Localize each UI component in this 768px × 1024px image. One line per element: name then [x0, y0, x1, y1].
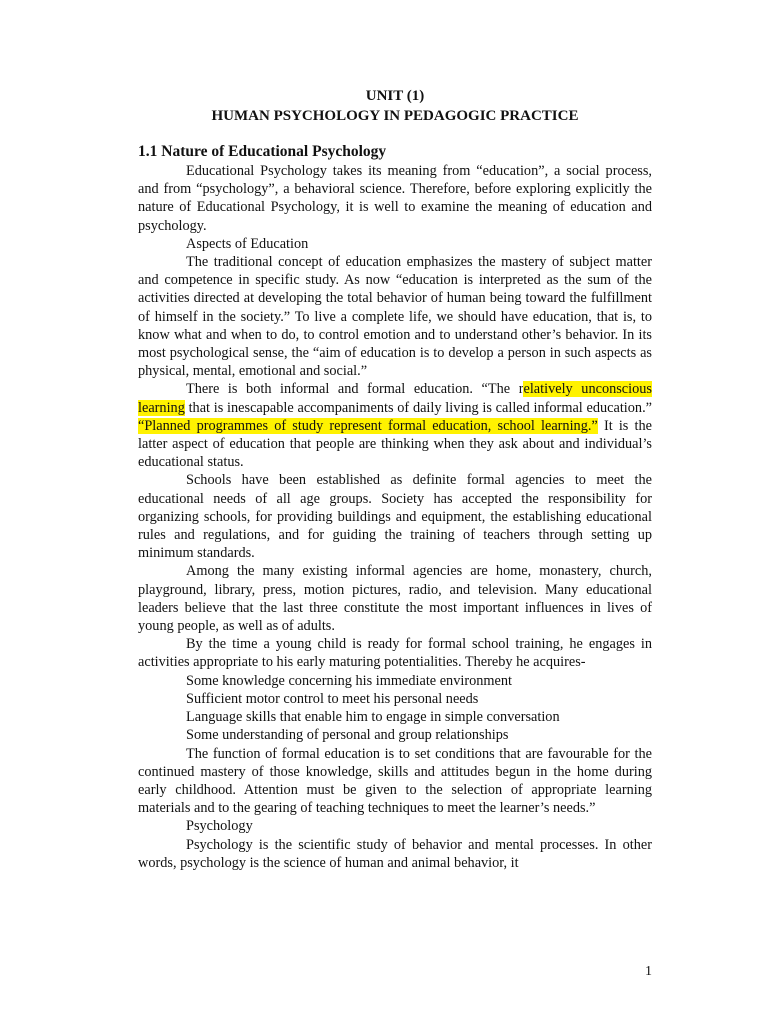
- list-item: Some understanding of personal and group relationships: [186, 727, 509, 744]
- aspects-of-education-heading: Aspects of Education: [186, 235, 309, 252]
- paragraph-informal-formal: [138, 380, 652, 471]
- paragraph-formal-function: The function of formal education is to set conditions that are favourable for the continued mastery of those knowledge, skills and attitudes begun in the home during early childhood. Attention must be given to the selection of appropriate learning materials and to the gearing of teaching techniques to meet the learner’s needs.”: [138, 745, 652, 817]
- psychology-heading: Psychology: [186, 818, 253, 835]
- paragraph-young-child: By the time a young child is ready for formal school training, he engages in activities appropriate to his early maturing potentialities. Thereby he acquires-: [138, 636, 652, 671]
- paragraph-intro: Educational Psychology takes its meaning from “education”, a social process, and from “psychology”, a behavioral science. Therefore, before exploring explicitly the nature of Educational Psychology, it is well to examine the meaning of education and psychology.: [138, 163, 652, 234]
- paragraph-psychology: Psychology is the scientific study of behavior and mental processes. In other words, psychology is the science of human and animal behavior, it: [138, 836, 652, 871]
- page-number: 1: [645, 964, 652, 979]
- page-content: [138, 86, 652, 872]
- list-item: Language skills that enable him to engage in simple conversation: [186, 709, 560, 726]
- list-item: Sufficient motor control to meet his personal needs: [186, 690, 479, 707]
- unit-label: UNIT (1): [365, 88, 425, 104]
- highlight-unconscious-learning: elatively unconscious learning: [138, 381, 652, 416]
- paragraph-informal-agencies: Among the many existing informal agencies are home, monastery, church, playground, library, press, motion pictures, radio, and television. Many educational leaders believe that the last three constitute the most important influences in lives of young people, as well as of adults.: [138, 563, 652, 635]
- paragraph-schools: Schools have been established as definite formal agencies to meet the educational needs of all age groups. Society has accepted the responsibility for organizing schools, for providing buildings and equipment, the establishing educational rules and regulations, and for guiding the training of teachers through setting up minimum standards.: [138, 472, 652, 562]
- text-run: There is both informal and formal education. “The r: [186, 381, 524, 398]
- document-title: HUMAN PSYCHOLOGY IN PEDAGOGIC PRACTICE: [211, 108, 579, 124]
- highlight-planned-programmes: “Planned programmes of study represent formal education, school learning.”: [138, 417, 598, 434]
- text-run: that is inescapable accompaniments of daily living is called informal education.”: [184, 399, 652, 416]
- list-item: Some knowledge concerning his immediate environment: [186, 672, 512, 689]
- paragraph-traditional-concept: The traditional concept of education emphasizes the mastery of subject matter and competence in specific study. As now “education is interpreted as the sum of the activities directed at developing the total behavior of human being toward the fulfillment of himself in the society.” To live a complete life, we should have education, that is, to know what and when to do, to control emotion and to understand other’s behavior. In its most psychological sense, the “aim of education is to develop a person in such aspects as physical, mental, emotional and social.”: [138, 254, 652, 380]
- section-heading: 1.1 Nature of Educational Psychology: [138, 143, 387, 160]
- text-run: It is the latter aspect of education that people are thinking when they ask about and individual’s educational status.: [138, 417, 652, 471]
